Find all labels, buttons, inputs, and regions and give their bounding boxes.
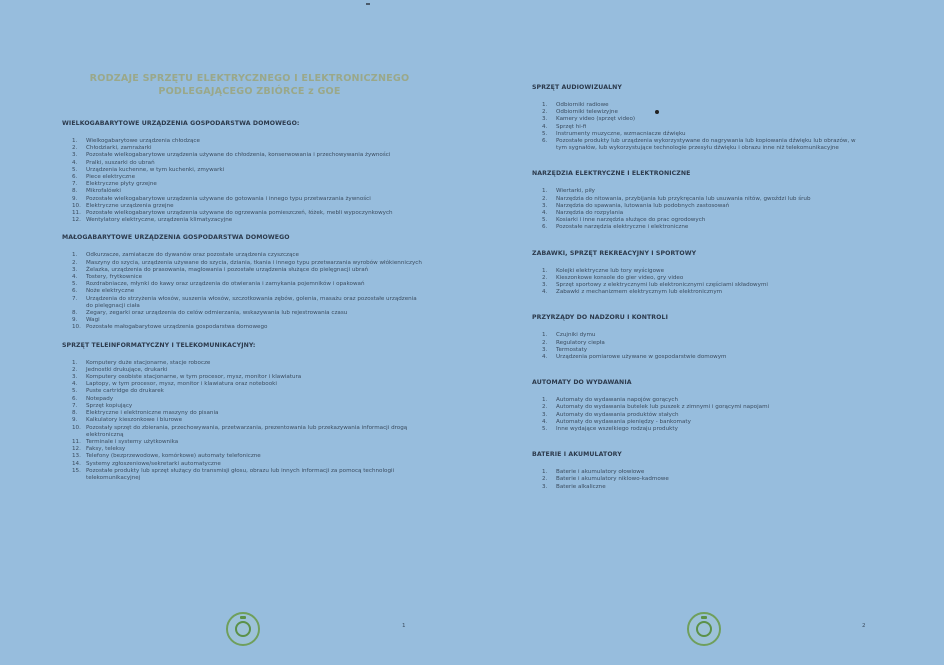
item-number: 3. [542,116,548,123]
item-number: 3. [542,346,548,353]
item-number: 10. [72,424,81,431]
page-number: 2 [862,623,866,629]
list-item [72,288,427,295]
item-text: Wiertarki, piły [556,188,595,195]
list-item [542,476,872,483]
item-number: 12. [72,446,81,453]
page-left [62,72,427,492]
list-item [542,116,872,123]
item-text: Komputery osobiste stacjonarne, w tym procesor, mysz, monitor i klawiatura [86,374,302,381]
list-item [72,167,427,174]
item-number: 7. [72,295,78,302]
list-item [72,439,427,446]
document-title [62,72,427,98]
item-number: 3. [542,411,548,418]
list-item [72,403,427,410]
item-text: Baterie i akumulatory ołowiowe [556,469,645,476]
left-sections [62,120,427,482]
section [532,314,872,361]
item-number: 2. [542,339,548,346]
page-number: 1 [402,623,406,629]
item-number: 6. [72,288,78,295]
item-number: 10. [72,202,81,209]
item-number: 13. [72,453,81,460]
item-text: Piece elektryczne [86,174,136,181]
item-text: Pralki, suszarki do ubrań [86,159,155,166]
item-text: Maszyny do szycia, urządzenia używane do szycia, dziania, tkania i innego typu przetwarzania wyrobów włókienniczych [86,259,422,266]
item-number: 11. [72,210,81,217]
item-number: 4. [542,210,548,217]
list-item [542,102,872,109]
item-number: 4. [542,289,548,296]
item-text: Pozostałe narzędzia elektryczne i elektroniczne [556,224,689,231]
item-list [532,469,872,491]
list-item [72,317,427,324]
section-title: SPRZĘT TELEINFORMATYCZNY I TELEKOMUNIKACYJNY: [62,341,256,349]
list-item [542,268,872,275]
page-right [532,84,872,509]
item-text: Komputery duże stacjonarne, stacje robocze [86,359,211,366]
item-text: Tostery, frytkownice [86,274,143,281]
item-text: Rozdrabniacze, młynki do kawy oraz urządzenia do otwierania i zamykania pojemników i opakowań [86,281,365,288]
list-item [542,224,872,231]
item-number: 2. [72,259,78,266]
item-text: Kolejki elektryczne lub tory wyścigowe [556,267,665,274]
section-title: WIELKOGABARYTOWE URZĄDZENIA GOSPODARSTWA DOMOWEGO: [62,120,300,127]
item-number: 1. [542,188,548,195]
item-list [532,332,872,361]
item-number: 8. [72,188,78,195]
list-item [72,174,427,181]
scan-edge-bottom [0,665,948,669]
item-text: Pozostałe produkty lub sprzęt służący do transmisji głosu, obrazu lub innych informacji za pomocą technologii telekomunikacyjnej [86,467,395,481]
item-text: Puste cartridge do drukarek [86,388,164,395]
list-item [72,388,427,395]
item-text: Odbiorniki radiowe [556,102,609,108]
item-number: 9. [72,317,78,324]
section [532,379,872,433]
list-item [72,260,427,267]
item-number: 15. [72,467,81,474]
list-item [542,354,872,361]
list-item [542,196,872,203]
item-number: 2. [72,366,78,373]
item-number: 6. [72,174,78,181]
section [62,342,427,482]
item-text: Elektryczne płyty grzejne [86,181,157,188]
item-number: 3. [542,282,548,289]
item-number: 1. [72,359,78,366]
recycle-seal-icon [687,612,721,646]
list-item [542,426,872,433]
item-number: 2. [542,109,548,116]
list-item [542,412,872,419]
section [532,451,872,491]
item-number: 2. [542,195,548,202]
list-item [72,188,427,195]
list-item [72,324,427,331]
list-item [72,461,427,468]
item-text: Inne wydające wszelkiego rodzaju produkty [556,426,678,433]
section-title: MAŁOGABARYTOWE URZĄDZENIA GOSPODARSTWA DOMOWEGO [62,234,290,242]
list-item [542,404,872,411]
item-text: Regulatory ciepła [556,339,605,346]
list-item [72,296,427,310]
list-item [72,425,427,439]
item-number: 12. [72,217,81,224]
item-text: Narzędzia do spawania, lutowania lub podobnych zastosowań [556,202,730,209]
item-text: Wagi [86,317,100,324]
item-number: 9. [72,195,78,202]
list-item [542,124,872,131]
item-list [532,102,872,152]
scan-mark [366,3,370,5]
list-item [542,210,872,217]
item-number: 7. [72,402,78,409]
section [532,170,872,231]
item-text: Automaty do wydawania pieniędzy - bankomaty [556,418,691,425]
list-item [542,131,872,138]
item-number: 5. [542,426,548,433]
item-number: 4. [542,354,548,361]
item-text: Narzędzia do nitowania, przybijania lub przykręcania lub usuwania nitów, gwoździ lub śrub [556,195,811,202]
item-number: 1. [542,267,548,274]
item-text: Laptopy, w tym procesor, mysz, monitor i klawiatura oraz notebooki [86,381,277,388]
item-number: 2. [542,274,548,281]
section [62,120,427,224]
list-item [542,138,872,152]
item-text: Odkurzacze, zamiatacze do dywanów oraz pozostałe urządzenia czyszczące [86,252,299,259]
list-item [72,417,427,424]
list-item [72,267,427,274]
item-text: Pozostałe produkty lub urządzenia wykorzystywane do nagrywania lub kopiowania dźwięku lub obrazów, w tym sygnałów, lub wykorzystujące technologie przesyłu dźwięku i obrazu inne niż telekomunikacyjne [556,138,856,152]
list-item [542,109,872,116]
item-number: 14. [72,460,81,467]
item-text: Systemy zgłoszeniowe/sekretarki automatyczne [86,460,221,467]
section-title: AUTOMATY DO WYDAWANIA [532,379,632,387]
section [532,84,872,152]
item-number: 8. [72,410,78,417]
item-text: Automaty do wydawania butelek lub puszek z zimnymi i gorącymi napojami [556,404,770,411]
item-text: Elektryczne urządzenia grzejne [86,202,174,209]
item-text: Noże elektryczne [86,288,135,295]
list-item [542,469,872,476]
list-item [72,210,427,217]
list-item [542,188,872,195]
item-number: 5. [542,130,548,137]
item-text: Kosiarki i inne narzędzia służące do prac ogrodowych [556,217,706,224]
item-number: 2. [542,476,548,483]
list-item [72,152,427,159]
item-number: 9. [72,417,78,424]
section-title: SPRZĘT AUDIOWIZUALNY [532,84,623,91]
list-item [72,196,427,203]
list-item [72,381,427,388]
item-number: 1. [542,397,548,404]
item-list [532,397,872,433]
list-item [542,217,872,224]
item-number: 2. [542,404,548,411]
item-number: 5. [72,166,78,173]
item-number: 3. [542,483,548,490]
item-number: 2. [72,145,78,152]
item-list [62,252,427,331]
item-list [62,138,427,224]
item-number: 4. [72,274,78,281]
item-number: 1. [72,138,78,144]
list-item [72,217,427,224]
list-item [542,397,872,404]
item-number: 3. [72,152,78,159]
list-item [72,138,427,145]
scan-edge-right [944,0,948,669]
item-text: Elektryczne i elektroniczne maszyny do pisania [86,410,219,417]
item-text: Automaty do wydawania produktów stałych [556,411,679,418]
item-list [62,360,427,482]
item-text: Zabawki z mechanizmem elektrycznym lub elektronicznym [556,289,723,296]
list-item [72,374,427,381]
item-text: Terminale i systemy użytkownika [86,438,179,445]
item-number: 3. [542,202,548,209]
item-number: 11. [72,438,81,445]
item-number: 1. [542,102,548,108]
item-text: Narzędzia do rozpylania [556,210,624,217]
title-line-2: PODLEGAJĄCEGO ZBIÓRCE z GOE [158,86,341,97]
item-number: 1. [72,252,78,259]
item-text: Automaty do wydawania napojów gorących [556,397,679,404]
item-number: 4. [72,159,78,166]
section-title: PRZYRZĄDY DO NADZORU I KONTROLI [532,314,668,322]
item-number: 7. [72,181,78,188]
right-sections [532,84,872,491]
item-number: 6. [542,224,548,231]
item-number: 10. [72,324,81,331]
item-text: Czujniki dymu [556,332,596,339]
list-item [72,396,427,403]
title-line-1: RODZAJE SPRZĘTU ELEKTRYCZNEGO I ELEKTRONICZNEGO [89,73,410,84]
list-item [542,332,872,339]
section-title: NARZĘDZIA ELEKTRYCZNE I ELEKTRONICZNE [532,170,691,178]
item-text: Odbiorniki telewizyjne [556,109,618,116]
list-item [542,340,872,347]
item-text: Sprzęt hi-fi [556,123,587,130]
item-number: 3. [72,266,78,273]
item-text: Wielkogabarytowe urządzenia chłodzące [86,138,200,144]
item-number: 5. [542,217,548,224]
item-text: Zegary, zegarki oraz urządzenia do celów odmierzania, wskazywania lub rejestrowania czasu [86,310,348,317]
item-number: 4. [542,123,548,130]
list-item [72,181,427,188]
list-item [542,347,872,354]
item-number: 1. [542,469,548,476]
item-number: 8. [72,310,78,317]
item-text: Baterie alkaliczne [556,483,606,490]
item-text: Wentylatory elektryczne, urządzenia klimatyzacyjne [86,217,233,224]
list-item [72,252,427,259]
item-number: 5. [72,388,78,395]
item-text: Pozostałe wielkogabarytowe urządzenia używane do gotowania i innego typu przetwarzania żywności [86,195,371,202]
item-text: Kalkulatory kieszonkowe i biurowe [86,417,183,424]
item-text: Sprzęt sportowy z elektrycznymi lub elektronicznymi częściami składowymi [556,282,768,289]
item-number: 6. [542,138,548,145]
list-item [72,453,427,460]
list-item [542,484,872,491]
list-item [72,367,427,374]
list-item [72,203,427,210]
item-list [532,188,872,231]
section [532,250,872,297]
item-number: 1. [542,332,548,339]
item-number: 6. [72,395,78,402]
item-text: Termostaty [556,346,588,353]
list-item [542,419,872,426]
item-text: Baterie i akumulatory niklowo-kadmowe [556,476,669,483]
item-text: Urządzenia do strzyżenia włosów, suszenia włosów, szczotkowania zębów, golenia, masażu oraz pozostałe urządzenia do pielęgnacji ciała [86,295,417,309]
item-text: Notepady [86,395,114,402]
item-text: Pozostałe wielkogabarytowe urządzenia używane do chłodzenia, konserwowania i przechowywania żywności [86,152,391,159]
item-text: Telefony (bezprzewodowe, komórkowe) automaty telefoniczne [86,453,261,460]
list-item [542,203,872,210]
section [62,234,427,331]
list-item [72,410,427,417]
item-text: Urządzenia kuchenne, w tym kuchenki, zmywarki [86,166,225,173]
item-number: 3. [72,374,78,381]
item-text: Chłodziarki, zamrażarki [86,145,152,152]
list-item [72,281,427,288]
item-list [532,268,872,297]
item-text: Mikrofalówki [86,188,121,195]
item-text: Kieszonkowe konsole do gier video, gry video [556,274,684,281]
list-item [72,360,427,367]
list-item [542,289,872,296]
item-number: 4. [542,418,548,425]
list-item [72,310,427,317]
list-item [72,160,427,167]
item-number: 4. [72,381,78,388]
recycle-seal-icon [226,612,260,646]
item-text: Faksy, teleksy [86,446,126,453]
item-number: 5. [72,281,78,288]
item-text: Pozostały sprzęt do zbierania, przechowywania, przetwarzania, prezentowania lub przekazywania informacji drogą elektroniczną [86,424,408,438]
list-item [542,275,872,282]
item-text: Urządzenia pomiarowe używane w gospodarstwie domowym [556,354,727,361]
section-title: ZABAWKI, SPRZĘT REKREACYJNY I SPORTOWY [532,249,697,257]
list-item [72,468,427,482]
item-text: Instrumenty muzyczne, wzmacniacze dźwięku [556,130,686,137]
list-item [542,282,872,289]
item-text: Kamery video (sprzęt video) [556,116,636,123]
item-text: Sprzęt kopiujący [86,402,133,409]
item-text: Żelazka, urządzenia do prasowania, maglowania i pozostałe urządzenia służące do pielęgnacji ubrań [86,266,369,273]
item-text: Pozostałe małogabarytowe urządzenia gospodarstwa domowego [86,324,268,331]
section-title: BATERIE I AKUMULATORY [532,451,622,459]
item-text: Jednostki drukujące, drukarki [86,366,168,373]
item-text: Pozostałe wielkogabarytowe urządzenia używane do ogrzewania pomieszczeń, łóżek, mebli wypoczynkowych [86,210,393,217]
